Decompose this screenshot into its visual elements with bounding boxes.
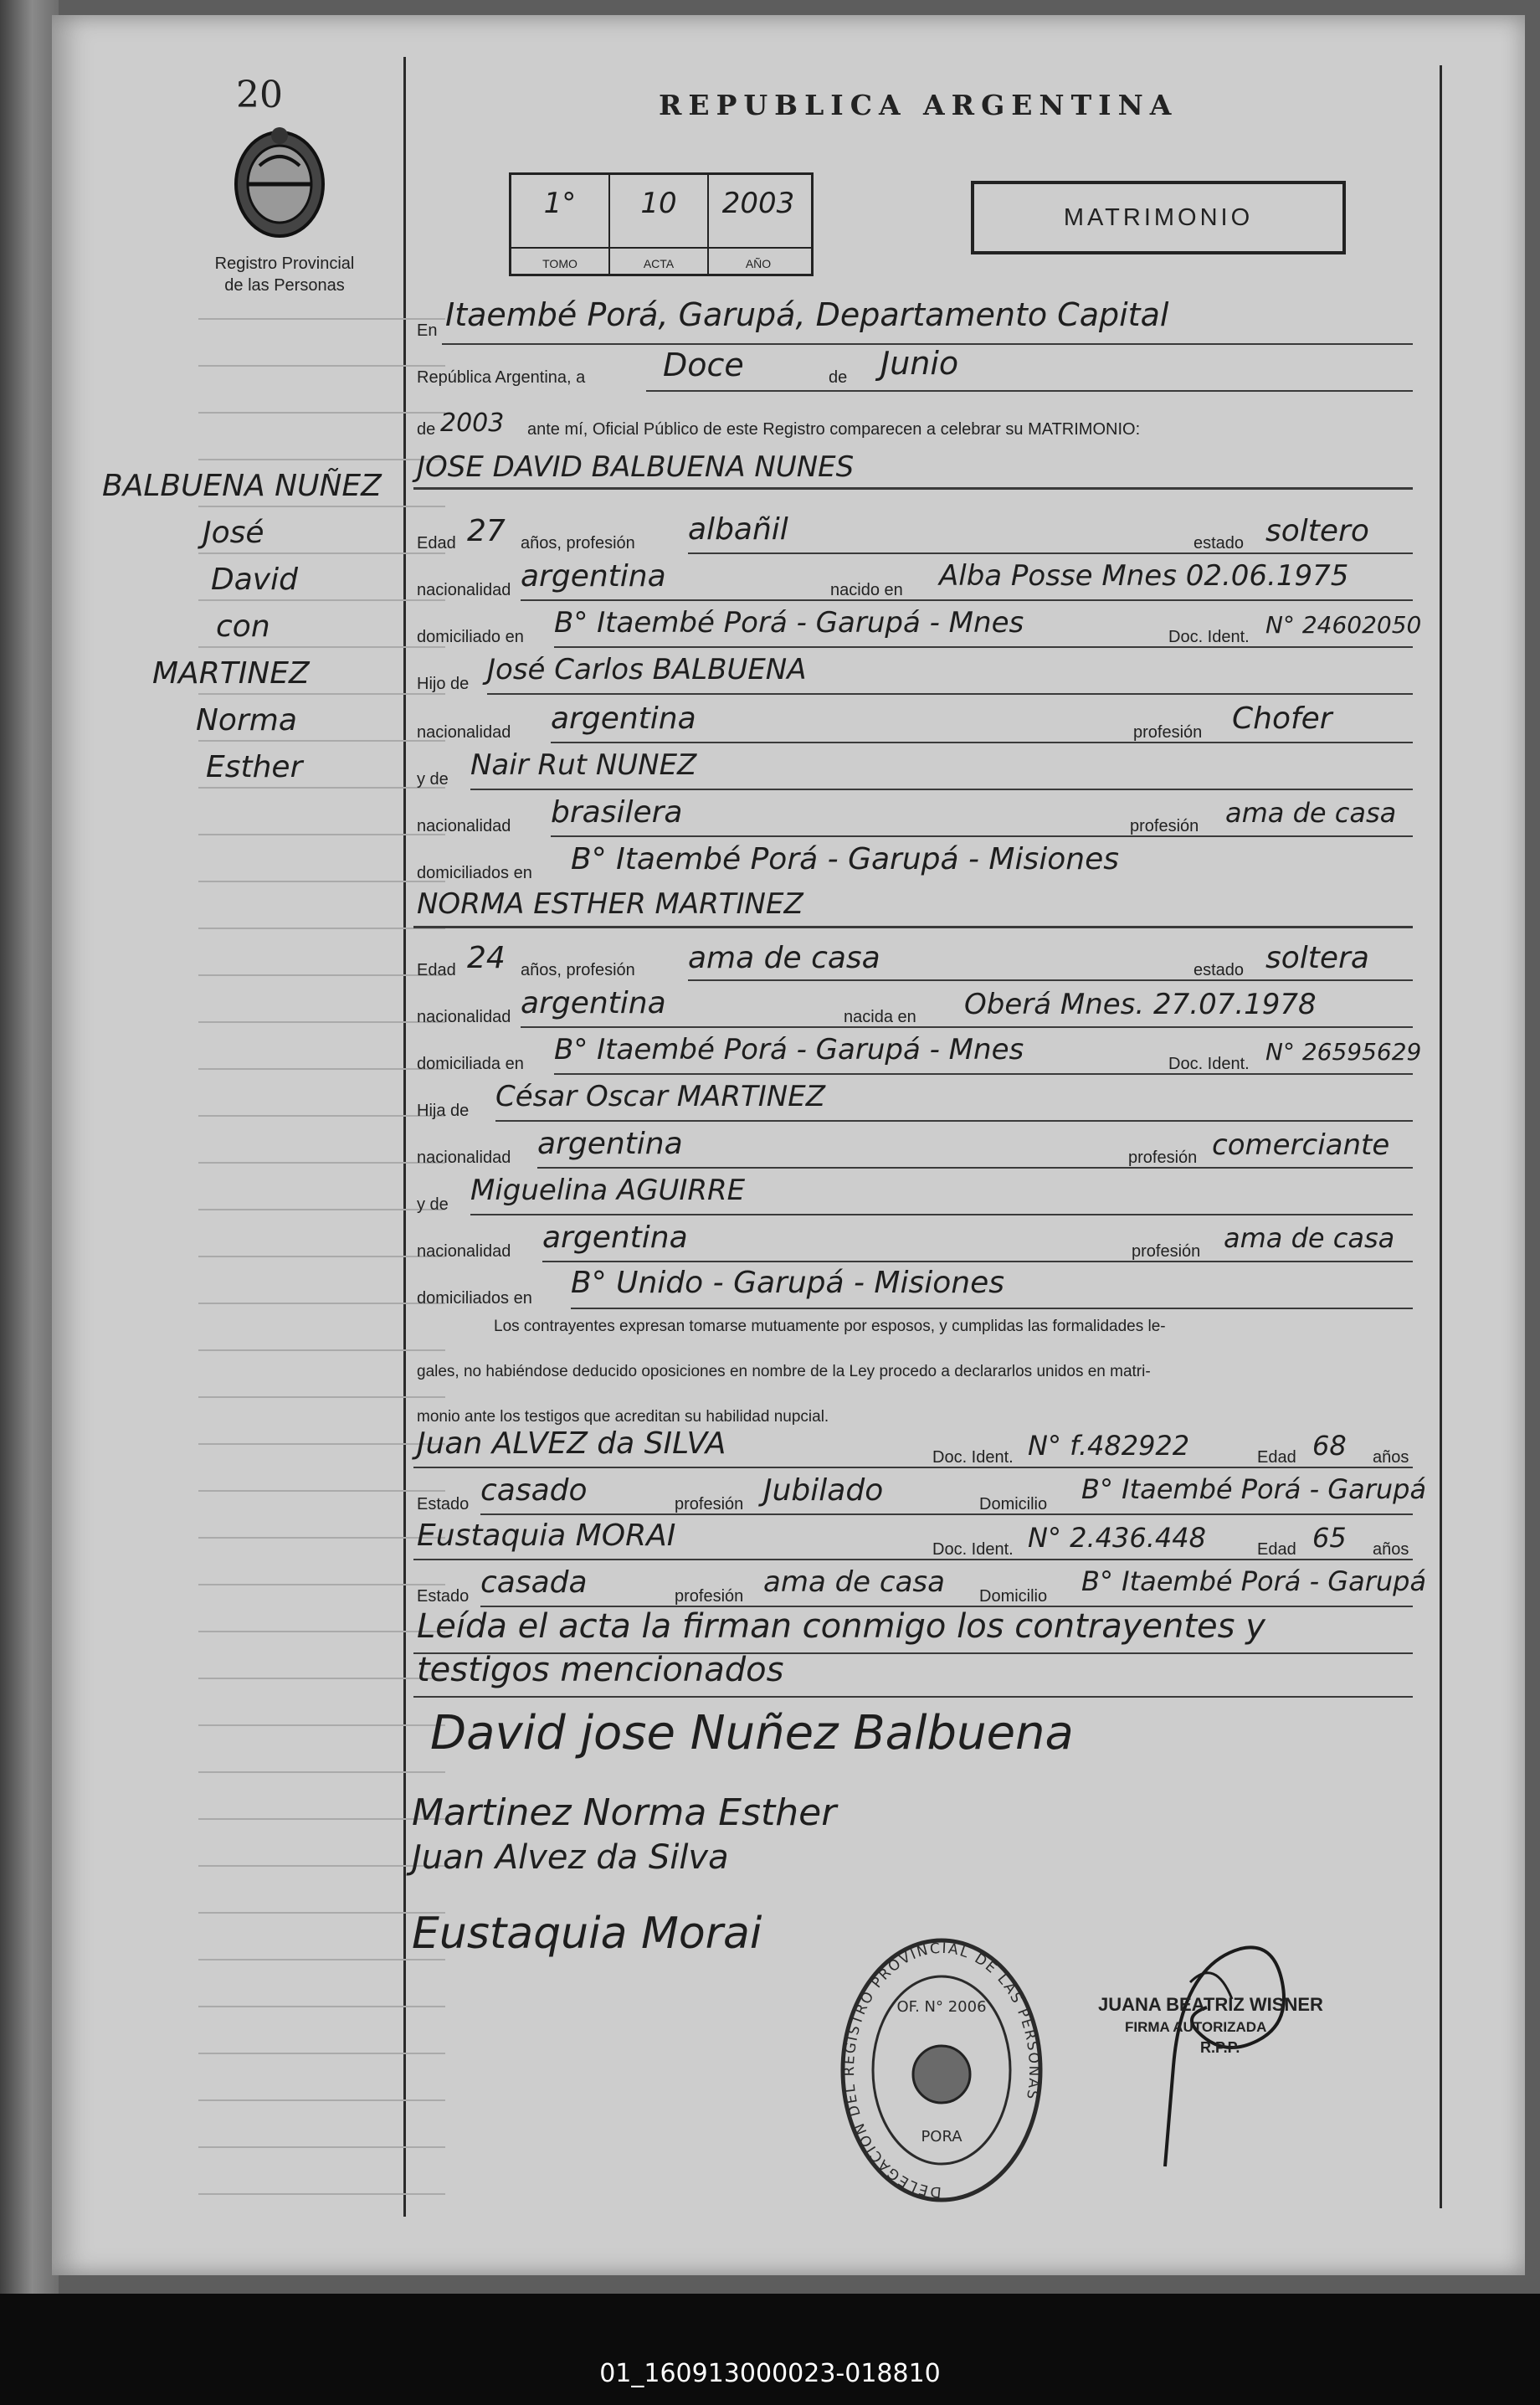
groom-parents-address: B° Itaembé Porá - Garupá - Misiones	[571, 842, 1119, 876]
groom-parents-dom-label: domiciliados en	[417, 864, 532, 882]
margin-rule-line	[198, 412, 445, 414]
margin-rule-line	[198, 2053, 445, 2054]
groom-status: soltero	[1265, 514, 1369, 548]
margin-rule-line	[198, 834, 445, 835]
groom-domicilio-label: domiciliado en	[417, 628, 524, 646]
acta-value: 10	[640, 187, 677, 220]
groom-profession: albañil	[688, 512, 788, 547]
margin-rule-line	[198, 1865, 445, 1867]
margin-rule-line	[198, 1443, 445, 1445]
bride-profession: ama de casa	[688, 941, 880, 975]
groom-mother-nat: brasilera	[551, 795, 683, 830]
groom-mother-prof-label: profesión	[1130, 817, 1199, 835]
bride-parents-dom-label: domiciliados en	[417, 1289, 532, 1308]
official-name: JUANA BEATRIZ WISNER	[1098, 1994, 1323, 2015]
bride-father: César Oscar MARTINEZ	[495, 1080, 826, 1113]
margin-rule-line	[198, 459, 445, 460]
margin-rule-line	[198, 740, 445, 742]
bride-father-nat-label: nacionalidad	[417, 1149, 511, 1167]
witness1-address: B° Itaembé Porá - Garupá	[1081, 1473, 1427, 1505]
witness1-age: 68	[1312, 1430, 1347, 1462]
registry-name-line2: de las Personas	[224, 276, 345, 295]
official-abbr: R.P.P.	[1200, 2039, 1240, 2056]
de-label: de	[829, 368, 848, 387]
witness1-profession: Jubilado	[763, 1473, 884, 1508]
groom-doc-label: Doc. Ident.	[1168, 628, 1250, 646]
margin-rule-line	[198, 2006, 445, 2007]
declaration-line-3: monio ante los testigos que acreditan su habilidad nupcial.	[417, 1408, 829, 1426]
witness1-dom-label: Domicilio	[979, 1495, 1048, 1513]
witness1-status: casado	[480, 1473, 588, 1508]
margin-rule-line	[198, 2099, 445, 2101]
bride-age: 24	[467, 941, 506, 975]
bride-estado-label: estado	[1194, 961, 1245, 979]
groom-anos-label: años, profesión	[521, 534, 635, 552]
witness1-prof-label: profesión	[675, 1495, 744, 1513]
margin-rule-line	[198, 506, 445, 507]
witness2-age: 65	[1312, 1522, 1347, 1554]
bride-father-prof: comerciante	[1212, 1128, 1390, 1162]
groom-address: B° Itaembé Porá - Garupá - Mnes	[554, 606, 1024, 640]
margin-rule-line	[198, 881, 445, 882]
margin-rule-line	[198, 974, 445, 976]
republica-label: República Argentina, a	[417, 368, 586, 387]
groom-estado-label: estado	[1194, 534, 1245, 552]
bride-mother-nat-label: nacionalidad	[417, 1242, 511, 1261]
book-spine	[0, 0, 59, 2294]
place-value: Itaembé Porá, Garupá, Departamento Capital	[445, 296, 1169, 333]
record-number-box	[509, 172, 814, 276]
margin-rule-line	[198, 1537, 445, 1539]
margin-rule-line	[198, 928, 445, 929]
groom-father: José Carlos BALBUENA	[487, 653, 807, 686]
margin-rule-line	[198, 1959, 445, 1960]
bride-doc: N° 26595629	[1265, 1038, 1422, 1066]
bride-father-label: Hija de	[417, 1102, 470, 1120]
registry-seal-icon	[837, 1932, 1046, 2208]
margin-note-line-2: José	[203, 516, 264, 550]
witness2-doc-label: Doc. Ident.	[932, 1540, 1014, 1559]
acta-cell	[610, 175, 709, 274]
margin-note-line-1: BALBUENA NUÑEZ	[102, 469, 382, 503]
margin-rule-line	[198, 1724, 445, 1726]
bride-address: B° Itaembé Porá - Garupá - Mnes	[554, 1033, 1024, 1066]
groom-age: 27	[467, 514, 506, 548]
witness1-doc-label: Doc. Ident.	[932, 1448, 1014, 1467]
record-type-box	[971, 181, 1346, 254]
declaration-line-2: gales, no habiéndose deducido oposiciones en nombre de la Ley procedo a declararlos unidos en matri-	[417, 1363, 1151, 1380]
margin-rule-line	[198, 1818, 445, 1820]
bride-mother-label: y de	[417, 1195, 449, 1214]
witness2-estado-label: Estado	[417, 1587, 470, 1606]
province-coat-of-arms-icon	[229, 124, 330, 241]
margin-rule-line	[198, 552, 445, 554]
margin-rule-line	[198, 1349, 445, 1351]
acta-label: ACTA	[643, 257, 675, 270]
groom-nacido-label: nacido en	[830, 581, 903, 599]
groom-signature: David jose Nuñez Balbuena	[430, 1706, 1074, 1760]
seal-number: OF. N° 2006	[896, 1998, 987, 2016]
country-title: REPUBLICA ARGENTINA	[659, 89, 1178, 121]
witness2-edad-label: Edad	[1257, 1540, 1296, 1559]
margin-rule-line	[198, 1678, 445, 1679]
margin-rule-line	[198, 365, 445, 367]
image-caption: 01_160913000023-018810	[599, 2359, 941, 2388]
dark-background	[0, 2294, 1540, 2405]
bride-father-nat: argentina	[537, 1127, 683, 1161]
seal-place: PORA	[921, 2128, 963, 2145]
margin-rule-line	[198, 1162, 445, 1164]
seal-text: DELEGACION DEL REGISTRO PROVINCIAL DE LAS PERSONAS	[841, 1940, 1043, 2201]
bride-father-prof-label: profesión	[1128, 1149, 1198, 1167]
margin-rule-line	[198, 318, 445, 320]
year-value: 2003	[440, 409, 505, 438]
ano-label: AÑO	[745, 257, 772, 270]
groom-father-nat: argentina	[551, 701, 696, 736]
closing-line-2: testigos mencionados	[417, 1651, 784, 1689]
tomo-label: TOMO	[542, 257, 578, 270]
groom-mother-nat-label: nacionalidad	[417, 817, 511, 835]
bride-mother: Miguelina AGUIRRE	[470, 1174, 746, 1207]
bride-doc-label: Doc. Ident.	[1168, 1055, 1250, 1073]
witness2-status: casada	[480, 1565, 588, 1600]
tomo-value: 1°	[543, 187, 577, 220]
groom-mother-prof: ama de casa	[1225, 797, 1397, 829]
margin-rule-line	[198, 1631, 445, 1632]
bride-signature: Martinez Norma Esther	[412, 1791, 837, 1834]
margin-rule-line	[198, 1068, 445, 1070]
witness1-name: Juan ALVEZ da SILVA	[417, 1426, 726, 1461]
groom-birth: Alba Posse Mnes 02.06.1975	[939, 559, 1349, 593]
margin-rule-line	[198, 1256, 445, 1257]
officer-text: ante mí, Oficial Público de este Registro comparecen a celebrar su MATRIMONIO:	[527, 420, 1141, 439]
page-number: 20	[236, 74, 283, 116]
tomo-cell	[511, 175, 610, 274]
bride-nacionalidad-label: nacionalidad	[417, 1008, 511, 1026]
margin-rule-line	[198, 646, 445, 648]
witness2-name: Eustaquia MORAI	[417, 1519, 676, 1553]
en-label: En	[417, 321, 438, 340]
witness2-dom-label: Domicilio	[979, 1587, 1048, 1606]
margin-rule-line	[198, 1021, 445, 1023]
witness1-edad-label: Edad	[1257, 1448, 1296, 1467]
ano-cell	[709, 175, 808, 274]
official-title: FIRMA AUTORIZADA	[1125, 2019, 1267, 2035]
groom-father-prof: Chofer	[1232, 701, 1332, 736]
margin-rule-line	[198, 1396, 445, 1398]
groom-father-nat-label: nacionalidad	[417, 723, 511, 742]
witness2-prof-label: profesión	[675, 1587, 744, 1606]
bride-nationality: argentina	[521, 986, 666, 1020]
bride-mother-nat: argentina	[542, 1220, 688, 1255]
document-page	[52, 15, 1525, 2275]
margin-rule-line	[198, 1115, 445, 1117]
margin-rule-line	[198, 2193, 445, 2195]
bride-anos-label: años, profesión	[521, 961, 635, 979]
right-border-line	[1440, 65, 1442, 2208]
closing-line-1: Leída el acta la firman conmigo los contrayentes y	[417, 1607, 1265, 1646]
bride-name: NORMA ESTHER MARTINEZ	[417, 887, 803, 921]
margin-note-line-7: Esther	[206, 750, 303, 784]
margin-rule-line	[198, 599, 445, 601]
registry-name-line1: Registro Provincial	[214, 254, 355, 273]
witness2-signature: Eustaquia Morai	[412, 1909, 762, 1959]
witness1-anos-label: años	[1373, 1448, 1409, 1467]
witness1-signature: Juan Alvez da Silva	[412, 1838, 729, 1877]
bride-parents-address: B° Unido - Garupá - Misiones	[571, 1266, 1004, 1300]
margin-rule-line	[198, 1771, 445, 1773]
witness2-profession: ama de casa	[763, 1565, 945, 1599]
margin-rule-line	[198, 2146, 445, 2148]
groom-mother: Nair Rut NUNEZ	[470, 748, 697, 782]
record-type-label: MATRIMONIO	[1063, 203, 1254, 231]
groom-name: JOSE DAVID BALBUENA NUNES	[417, 450, 855, 484]
margin-rule-line	[198, 1490, 445, 1492]
margin-divider-line	[403, 57, 406, 2217]
bride-domicilio-label: domiciliada en	[417, 1055, 524, 1073]
bride-mother-prof: ama de casa	[1224, 1222, 1395, 1254]
margin-rule-line	[198, 1209, 445, 1210]
groom-father-prof-label: profesión	[1133, 723, 1203, 742]
bride-birth: Oberá Mnes. 27.07.1978	[964, 988, 1317, 1021]
witness2-anos-label: años	[1373, 1540, 1409, 1559]
witness2-address: B° Itaembé Porá - Garupá	[1081, 1565, 1427, 1597]
margin-rule-line	[198, 1303, 445, 1304]
bride-status: soltera	[1265, 941, 1369, 975]
margin-rule-line	[198, 1912, 445, 1914]
witness1-doc: N° f.482922	[1028, 1430, 1190, 1462]
bride-mother-prof-label: profesión	[1132, 1242, 1201, 1261]
groom-edad-label: Edad	[417, 534, 456, 552]
witness2-doc: N° 2.436.448	[1028, 1522, 1206, 1554]
witness1-estado-label: Estado	[417, 1495, 470, 1513]
groom-mother-label: y de	[417, 770, 449, 789]
groom-father-label: Hijo de	[417, 675, 470, 693]
margin-note-line-3: David	[211, 563, 298, 597]
margin-rule-line	[198, 693, 445, 695]
declaration-line-1: Los contrayentes expresan tomarse mutuamente por esposos, y cumplidas las formalidades le-	[494, 1318, 1166, 1335]
groom-nationality: argentina	[521, 559, 666, 594]
bride-edad-label: Edad	[417, 961, 456, 979]
margin-note-line-4: con	[216, 609, 270, 644]
de-year-label: de	[417, 420, 436, 439]
margin-rule-line	[198, 787, 445, 789]
groom-nacionalidad-label: nacionalidad	[417, 581, 511, 599]
groom-doc: N° 24602050	[1265, 611, 1422, 639]
month-value: Junio	[880, 345, 959, 382]
margin-note-line-6: Norma	[196, 703, 297, 737]
margin-note-line-5: MARTINEZ	[152, 656, 310, 691]
day-value: Doce	[663, 347, 744, 383]
official-signature-mark	[1115, 1932, 1332, 2183]
margin-rule-line	[198, 1584, 445, 1585]
ano-value: 2003	[721, 187, 795, 220]
bride-nacida-label: nacida en	[844, 1008, 916, 1026]
